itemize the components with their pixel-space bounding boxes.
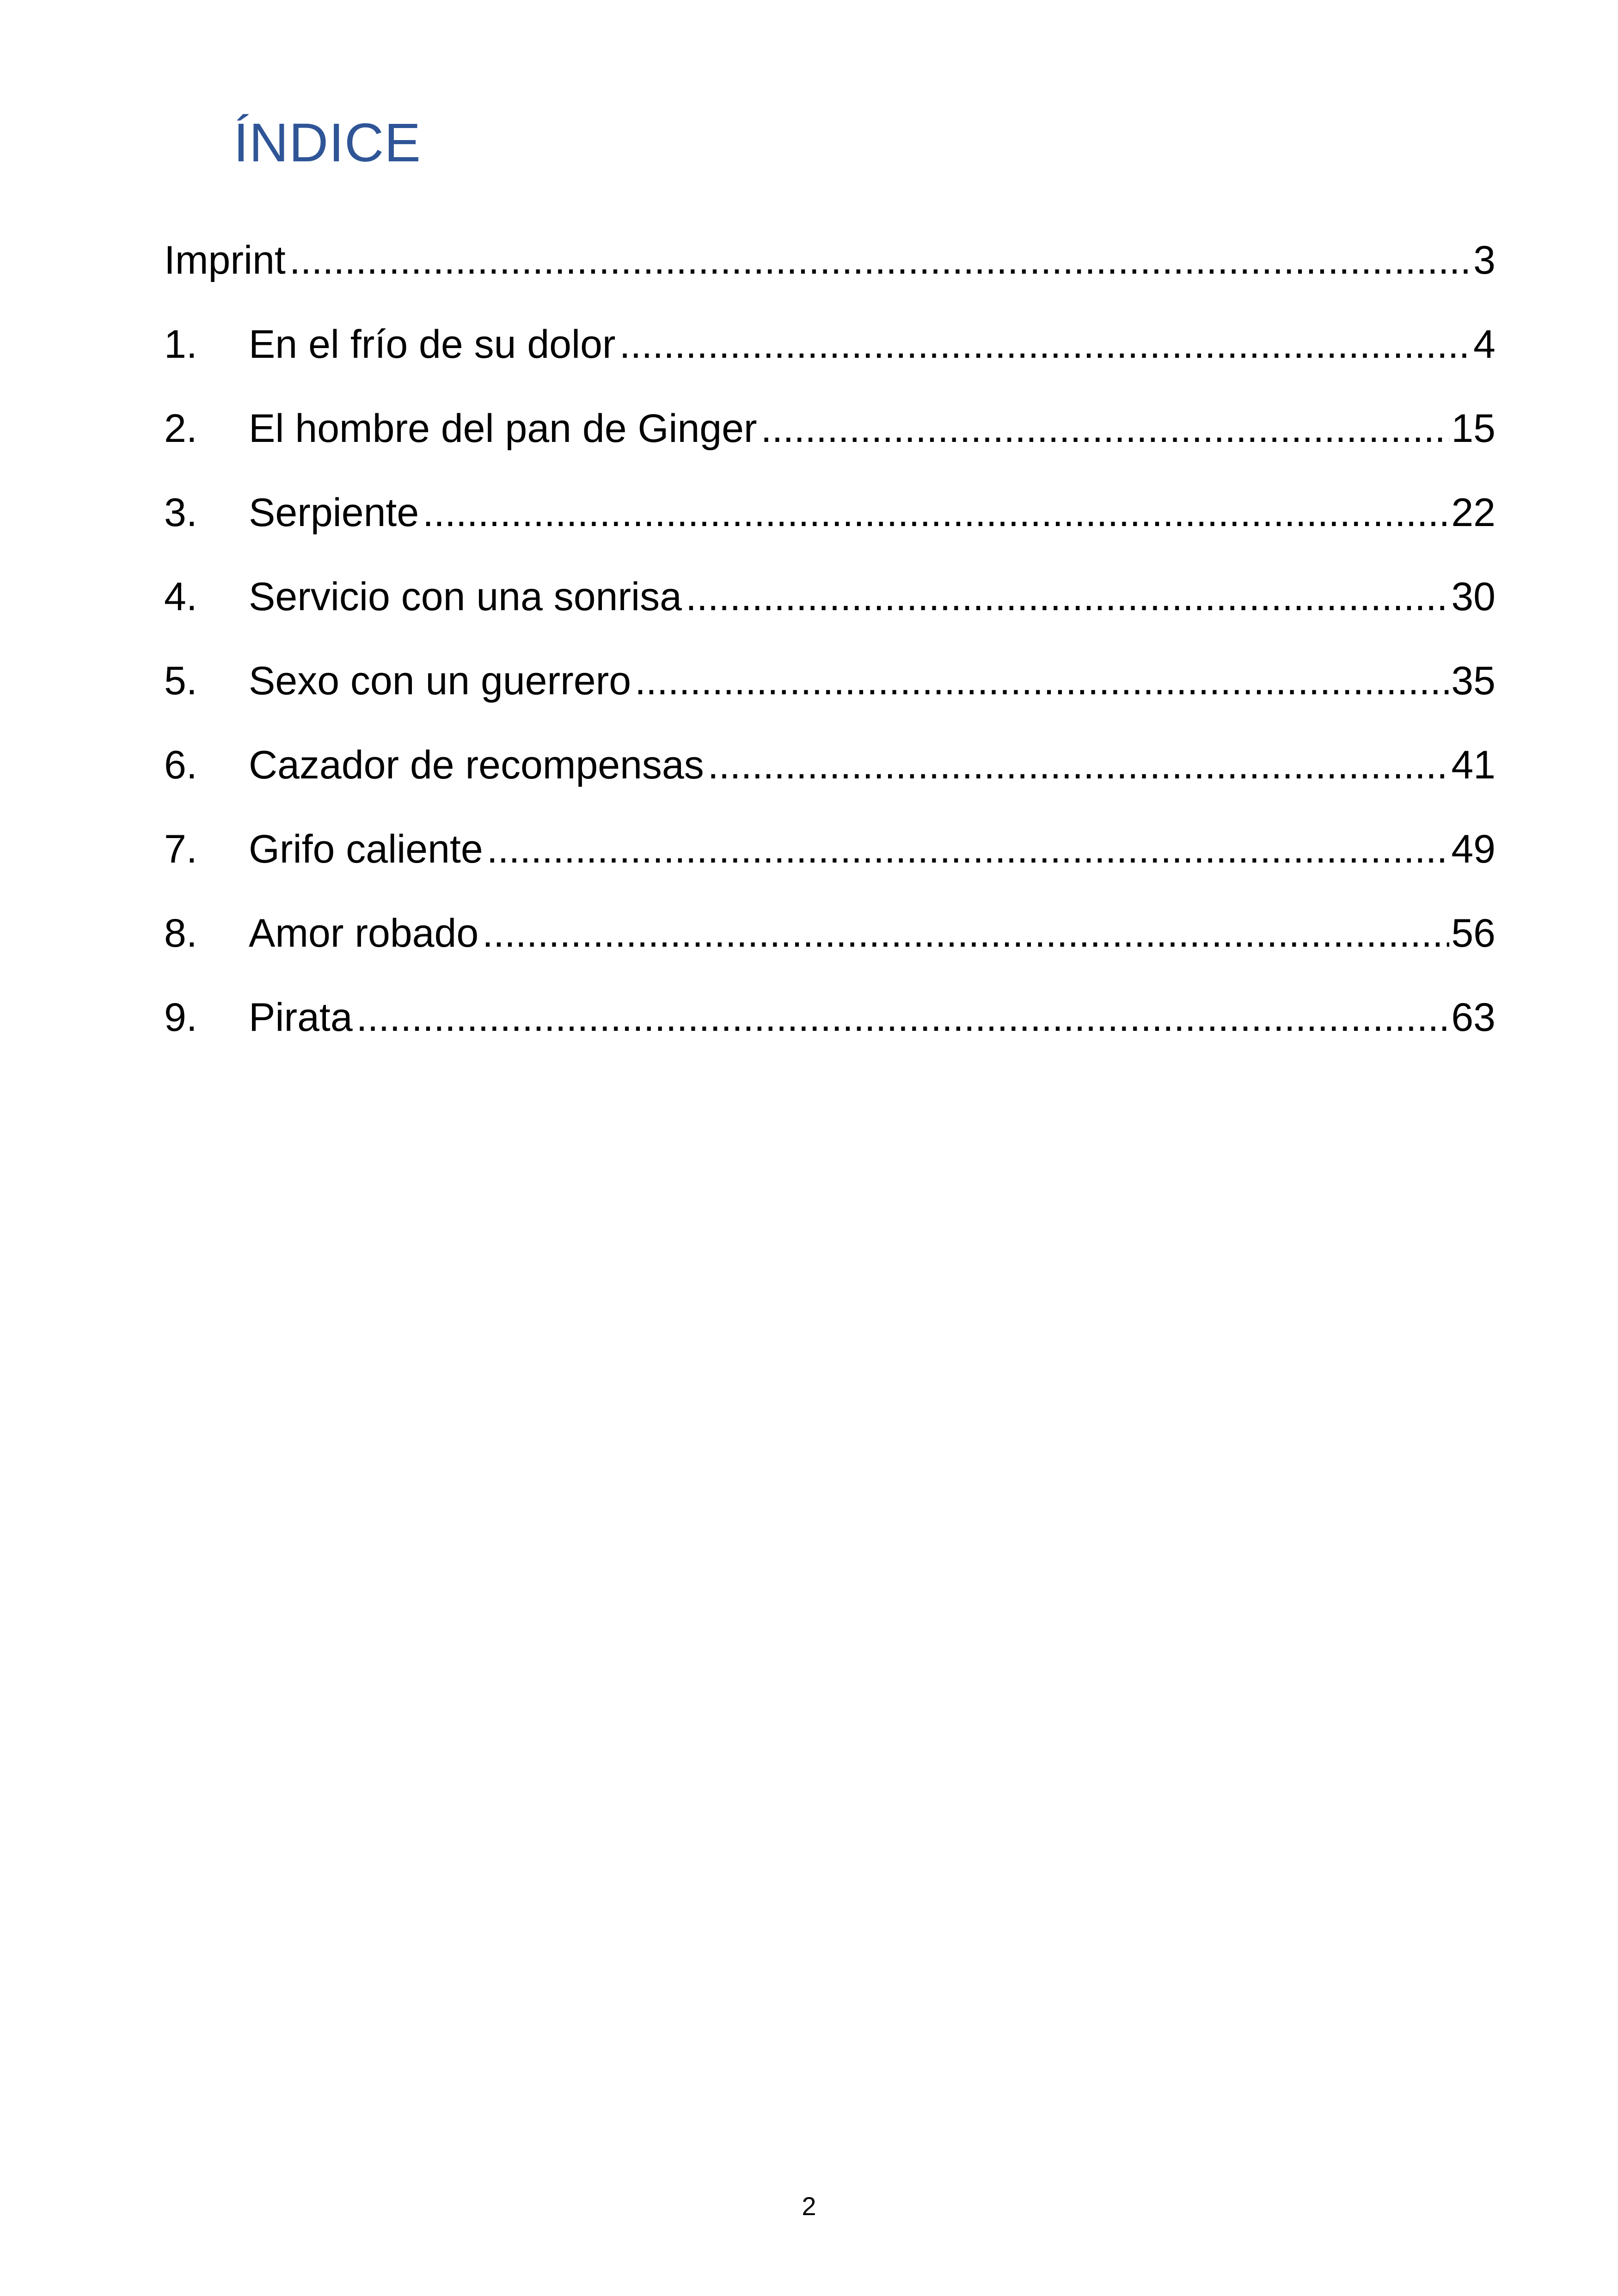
toc-entry-page: 41 [1451, 745, 1495, 787]
toc-entry-page: 4 [1473, 325, 1495, 367]
toc-dot-leader [423, 493, 1449, 533]
toc-entry-8[interactable] [164, 913, 1495, 998]
toc-entry-page: 49 [1451, 829, 1495, 871]
table-of-contents [164, 240, 1495, 1082]
toc-dot-leader [635, 661, 1449, 701]
toc-entry-page: 15 [1451, 409, 1495, 451]
toc-entry-number: 6. [164, 745, 197, 787]
toc-entry-page: 63 [1451, 998, 1495, 1040]
toc-entry-label: Amor robado [249, 913, 479, 955]
toc-entry-label: Imprint [164, 240, 286, 282]
toc-entry-number: 8. [164, 913, 197, 955]
toc-entry-page: 3 [1473, 240, 1495, 282]
toc-entry-number: 4. [164, 577, 197, 619]
toc-entry-number: 3. [164, 493, 197, 535]
toc-dot-leader [619, 325, 1472, 364]
toc-entry-label: Cazador de recompensas [249, 745, 704, 787]
toc-dot-leader [356, 998, 1450, 1037]
toc-entry-number: 7. [164, 829, 197, 871]
toc-dot-leader [487, 829, 1450, 869]
toc-entry-5[interactable] [164, 661, 1495, 745]
toc-entry-label: Pirata [249, 998, 353, 1040]
toc-dot-leader [686, 577, 1449, 617]
toc-entry-label: Servicio con una sonrisa [249, 577, 682, 619]
toc-entry-imprint[interactable] [164, 240, 1495, 325]
toc-entry-4[interactable] [164, 577, 1495, 661]
toc-entry-9[interactable] [164, 998, 1495, 1082]
toc-entry-7[interactable] [164, 829, 1495, 913]
toc-entry-label: Grifo caliente [249, 829, 483, 871]
toc-entry-2[interactable] [164, 409, 1495, 493]
toc-entry-label: En el frío de su dolor [249, 325, 616, 367]
toc-entry-label: El hombre del pan de Ginger [249, 409, 757, 451]
toc-dot-leader [708, 745, 1450, 785]
toc-entry-number: 9. [164, 998, 197, 1040]
toc-heading: ÍNDICE [233, 112, 421, 173]
toc-entry-number: 5. [164, 661, 197, 703]
toc-entry-number: 2. [164, 409, 197, 451]
toc-dot-leader [289, 240, 1471, 280]
toc-entry-label: Serpiente [249, 493, 419, 535]
toc-entry-6[interactable] [164, 745, 1495, 829]
toc-dot-leader [482, 913, 1449, 953]
toc-dot-leader [761, 409, 1450, 448]
toc-entry-page: 56 [1451, 913, 1495, 955]
toc-entry-page: 22 [1451, 493, 1495, 535]
toc-entry-3[interactable] [164, 493, 1495, 577]
toc-entry-page: 30 [1451, 577, 1495, 619]
page-number: 2 [802, 2192, 816, 2221]
toc-entry-label: Sexo con un guerrero [249, 661, 631, 703]
toc-entry-1[interactable] [164, 325, 1495, 409]
toc-entry-page: 35 [1451, 661, 1495, 703]
toc-entry-number: 1. [164, 325, 197, 367]
